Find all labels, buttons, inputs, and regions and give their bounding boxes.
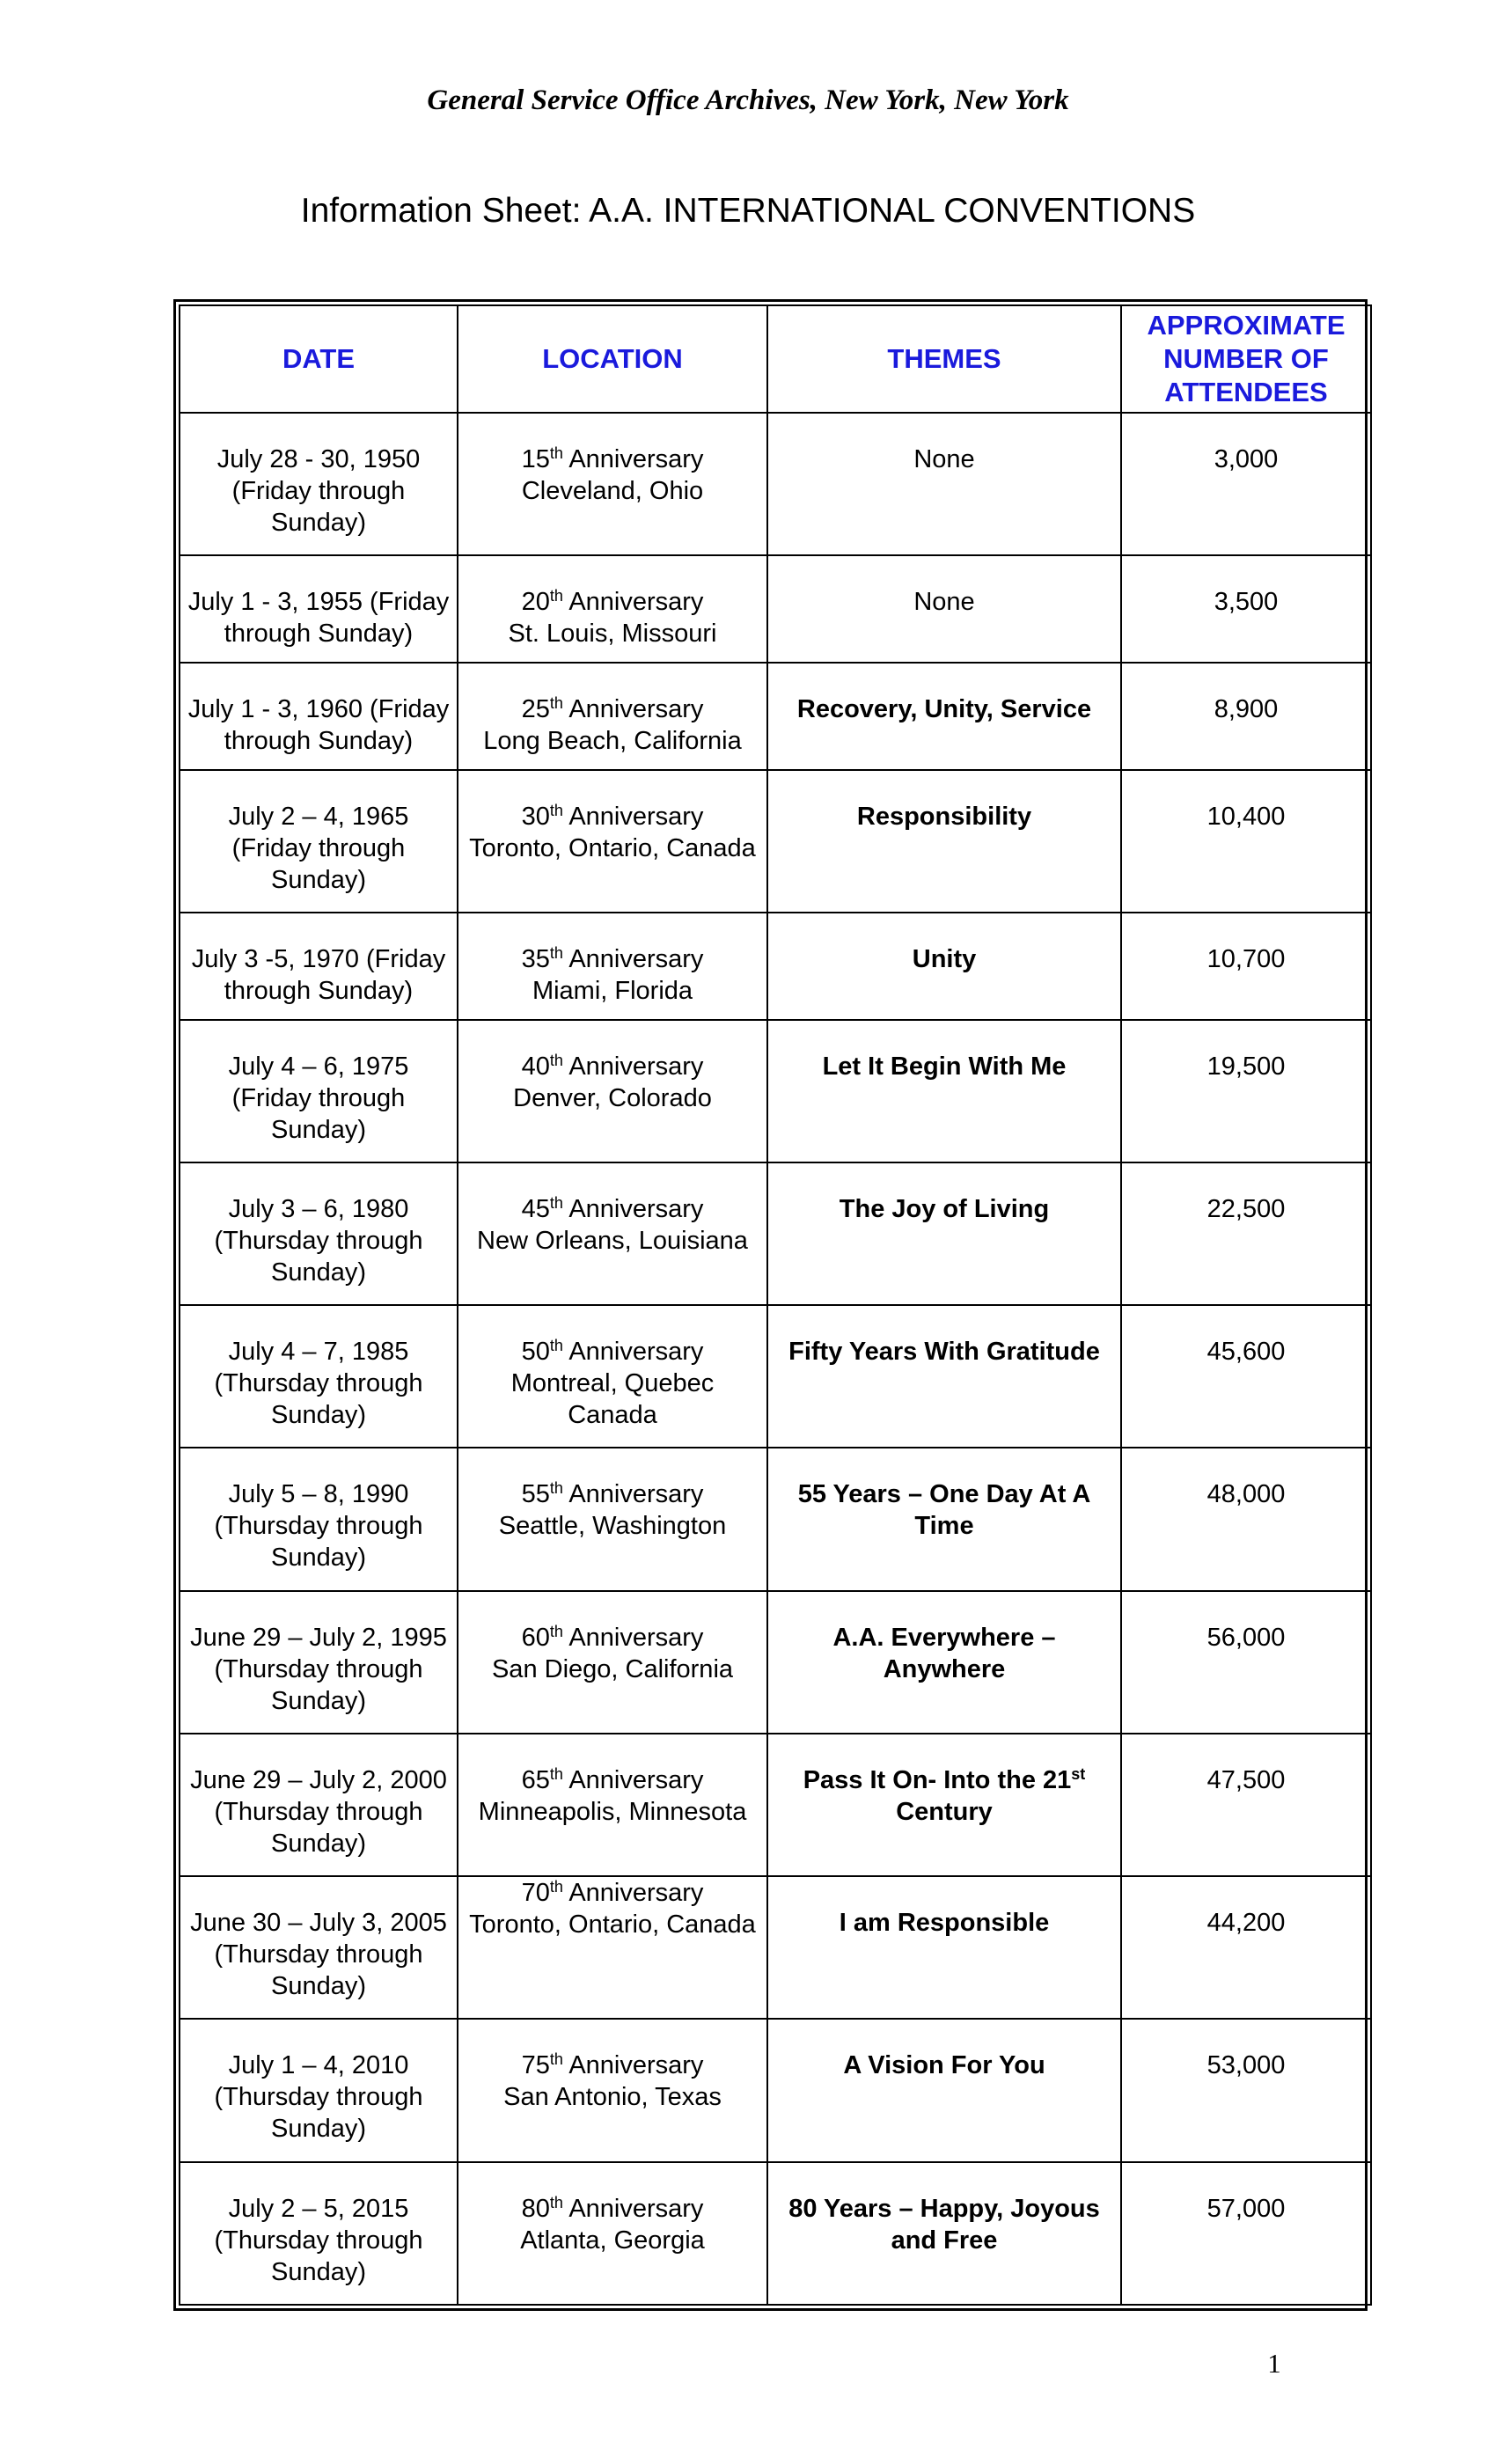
location-place: Toronto, Ontario, Canada xyxy=(469,1910,756,1940)
location-place: San Antonio, Texas xyxy=(503,2083,722,2112)
anniversary-line xyxy=(464,1051,761,1082)
table-row xyxy=(180,2019,1371,2161)
cell-location xyxy=(458,413,767,555)
cell-attendees: 8,900 xyxy=(1121,663,1371,770)
anniversary-line xyxy=(464,693,761,725)
ordinal-suffix: th xyxy=(549,1479,563,1498)
anniversary-line xyxy=(464,801,761,832)
anniversary-number: 45 xyxy=(521,1194,550,1223)
ordinal-suffix: th xyxy=(549,1622,563,1640)
location-place: Toronto, Ontario, Canada xyxy=(469,833,756,862)
cell-attendees: 3,500 xyxy=(1121,555,1371,663)
cell-location xyxy=(458,2019,767,2161)
anniversary-number: 70 xyxy=(521,1879,550,1908)
location-place: Denver, Colorado xyxy=(513,1083,712,1112)
location-place: Minneapolis, Minnesota xyxy=(478,1797,747,1826)
cell-attendees: 10,700 xyxy=(1121,913,1371,1020)
cell-attendees: 45,600 xyxy=(1121,1305,1371,1448)
table-body xyxy=(180,413,1371,2305)
ordinal-suffix: th xyxy=(549,801,563,819)
anniversary-word: Anniversary xyxy=(568,1338,704,1367)
cell-theme: Responsibility xyxy=(767,770,1121,913)
conventions-table xyxy=(179,304,1372,2306)
location-place: Montreal, Quebec Canada xyxy=(510,1369,715,1430)
cell-date: July 3 – 6, 1980 (Thursday through Sunday) xyxy=(180,1162,458,1305)
location-place: Miami, Florida xyxy=(532,976,693,1005)
table-row xyxy=(180,913,1371,1020)
anniversary-word: Anniversary xyxy=(568,694,704,723)
location-place: Seattle, Washington xyxy=(498,1512,727,1541)
ordinal-suffix: th xyxy=(549,1337,563,1355)
cell-theme: A Vision For You xyxy=(767,2019,1121,2161)
ordinal-suffix: th xyxy=(549,2193,563,2211)
table-frame xyxy=(173,299,1368,2311)
cell-attendees: 10,400 xyxy=(1121,770,1371,913)
location-place: San Diego, California xyxy=(491,1654,734,1683)
cell-date: July 5 – 8, 1990 (Thursday through Sunday) xyxy=(180,1448,458,1590)
cell-theme: 80 Years – Happy, Joyous and Free xyxy=(767,2162,1121,2305)
cell-location xyxy=(458,770,767,913)
cell-date: July 1 - 3, 1960 (Friday through Sunday) xyxy=(180,663,458,770)
table-row xyxy=(180,663,1371,770)
anniversary-line xyxy=(464,586,761,618)
anniversary-number: 65 xyxy=(521,1765,550,1794)
cell-theme: None xyxy=(767,555,1121,663)
cell-date: July 3 -5, 1970 (Friday through Sunday) xyxy=(180,913,458,1020)
cell-attendees: 3,000 xyxy=(1121,413,1371,555)
anniversary-number: 25 xyxy=(521,694,550,723)
table-row xyxy=(180,1876,1371,2019)
cell-attendees: 57,000 xyxy=(1121,2162,1371,2305)
anniversary-word: Anniversary xyxy=(568,1052,704,1081)
cell-location xyxy=(458,1591,767,1734)
cell-date: July 2 – 4, 1965 (Friday through Sunday) xyxy=(180,770,458,913)
anniversary-line xyxy=(464,1336,761,1368)
table-row xyxy=(180,555,1371,663)
cell-theme: The Joy of Living xyxy=(767,1162,1121,1305)
table-row xyxy=(180,1734,1371,1876)
cell-location xyxy=(458,1162,767,1305)
cell-theme: 55 Years – One Day At A Time xyxy=(767,1448,1121,1590)
table-row xyxy=(180,2162,1371,2305)
cell-attendees: 56,000 xyxy=(1121,1591,1371,1734)
cell-location xyxy=(458,913,767,1020)
anniversary-word: Anniversary xyxy=(568,1765,704,1794)
anniversary-word: Anniversary xyxy=(568,1480,704,1509)
anniversary-line xyxy=(464,943,761,975)
anniversary-line xyxy=(464,1622,761,1654)
table-header-row xyxy=(180,305,1371,413)
table-row xyxy=(180,1448,1371,1590)
cell-date: July 2 – 5, 2015 (Thursday through Sunday) xyxy=(180,2162,458,2305)
anniversary-word: Anniversary xyxy=(568,2194,704,2223)
cell-date: July 4 – 6, 1975 (Friday through Sunday) xyxy=(180,1020,458,1162)
anniversary-word: Anniversary xyxy=(568,944,704,973)
cell-location xyxy=(458,2162,767,2305)
location-place: New Orleans, Louisiana xyxy=(477,1226,748,1255)
anniversary-number: 50 xyxy=(521,1338,550,1367)
location-place: Atlanta, Georgia xyxy=(520,2226,705,2255)
cell-date: July 1 - 3, 1955 (Friday through Sunday) xyxy=(180,555,458,663)
location-place: Long Beach, California xyxy=(483,726,742,755)
cell-date: July 1 – 4, 2010 (Thursday through Sunday) xyxy=(180,2019,458,2161)
cell-theme: I am Responsible xyxy=(767,1876,1121,2019)
cell-theme: None xyxy=(767,413,1121,555)
ordinal-suffix: th xyxy=(549,1193,563,1212)
anniversary-word: Anniversary xyxy=(568,2051,704,2080)
column-header-date: DATE xyxy=(180,305,458,413)
cell-attendees: 48,000 xyxy=(1121,1448,1371,1590)
column-header-themes: THEMES xyxy=(767,305,1121,413)
cell-attendees: 44,200 xyxy=(1121,1876,1371,2019)
cell-location xyxy=(458,555,767,663)
anniversary-word: Anniversary xyxy=(568,1623,704,1652)
anniversary-number: 80 xyxy=(521,2194,550,2223)
column-header-location: LOCATION xyxy=(458,305,767,413)
ordinal-suffix: th xyxy=(549,693,563,712)
anniversary-word: Anniversary xyxy=(568,588,704,617)
table-row xyxy=(180,1020,1371,1162)
anniversary-number: 15 xyxy=(521,445,550,473)
cell-theme: Pass It On- Into the 21st Century xyxy=(767,1734,1121,1876)
cell-date: June 30 – July 3, 2005 (Thursday through Sunday) xyxy=(180,1876,458,2019)
cell-location xyxy=(458,663,767,770)
anniversary-word: Anniversary xyxy=(568,1879,704,1908)
location-place: St. Louis, Missouri xyxy=(508,620,717,649)
anniversary-word: Anniversary xyxy=(568,1194,704,1223)
table-row xyxy=(180,413,1371,555)
cell-location xyxy=(458,1734,767,1876)
cell-theme: Unity xyxy=(767,913,1121,1020)
ordinal-suffix: th xyxy=(549,2050,563,2069)
anniversary-number: 60 xyxy=(521,1623,550,1652)
cell-attendees: 19,500 xyxy=(1121,1020,1371,1162)
anniversary-number: 30 xyxy=(521,802,550,831)
location-place: Cleveland, Ohio xyxy=(521,477,704,505)
anniversary-line xyxy=(464,1764,761,1796)
cell-date: June 29 – July 2, 2000 (Thursday through Sunday) xyxy=(180,1734,458,1876)
table-row xyxy=(180,1591,1371,1734)
anniversary-number: 75 xyxy=(521,2051,550,2080)
cell-theme: A.A. Everywhere – Anywhere xyxy=(767,1591,1121,1734)
anniversary-number: 35 xyxy=(521,944,550,973)
cell-date: July 28 - 30, 1950 (Friday through Sunday) xyxy=(180,413,458,555)
anniversary-line xyxy=(464,2050,761,2081)
ordinal-suffix: th xyxy=(549,444,563,462)
cell-date: July 4 – 7, 1985 (Thursday through Sunday) xyxy=(180,1305,458,1448)
anniversary-line xyxy=(464,444,761,475)
anniversary-word: Anniversary xyxy=(568,802,704,831)
cell-location xyxy=(458,1020,767,1162)
cell-location xyxy=(458,1448,767,1590)
cell-location xyxy=(458,1305,767,1448)
cell-theme: Recovery, Unity, Service xyxy=(767,663,1121,770)
ordinal-suffix: th xyxy=(549,1051,563,1069)
page-number: 1 xyxy=(1267,2348,1281,2379)
page-title: Information Sheet: A.A. INTERNATIONAL CONVENTIONS xyxy=(300,192,1196,230)
anniversary-line xyxy=(464,1877,761,1909)
cell-attendees: 53,000 xyxy=(1121,2019,1371,2161)
anniversary-number: 55 xyxy=(521,1480,550,1509)
table-row xyxy=(180,770,1371,913)
anniversary-line xyxy=(464,1478,761,1510)
table-row xyxy=(180,1305,1371,1448)
ordinal-suffix: th xyxy=(549,943,563,962)
ordinal-suffix: th xyxy=(549,1878,563,1896)
anniversary-word: Anniversary xyxy=(568,445,704,473)
ordinal-suffix: th xyxy=(549,587,563,605)
anniversary-line xyxy=(464,1193,761,1225)
ordinal-suffix: st xyxy=(1071,1764,1086,1783)
cell-attendees: 22,500 xyxy=(1121,1162,1371,1305)
cell-location xyxy=(458,1876,767,2019)
ordinal-suffix: th xyxy=(549,1764,563,1783)
column-header-attendees: APPROXIMATE NUMBER OF ATTENDEES xyxy=(1121,305,1371,413)
anniversary-number: 40 xyxy=(521,1052,550,1081)
cell-theme: Let It Begin With Me xyxy=(767,1020,1121,1162)
anniversary-line xyxy=(464,2193,761,2225)
cell-attendees: 47,500 xyxy=(1121,1734,1371,1876)
table-row xyxy=(180,1162,1371,1305)
anniversary-number: 20 xyxy=(521,588,550,617)
cell-theme: Fifty Years With Gratitude xyxy=(767,1305,1121,1448)
cell-date: June 29 – July 2, 1995 (Thursday through Sunday) xyxy=(180,1591,458,1734)
archive-header: General Service Office Archives, New York, New York xyxy=(427,84,1069,116)
